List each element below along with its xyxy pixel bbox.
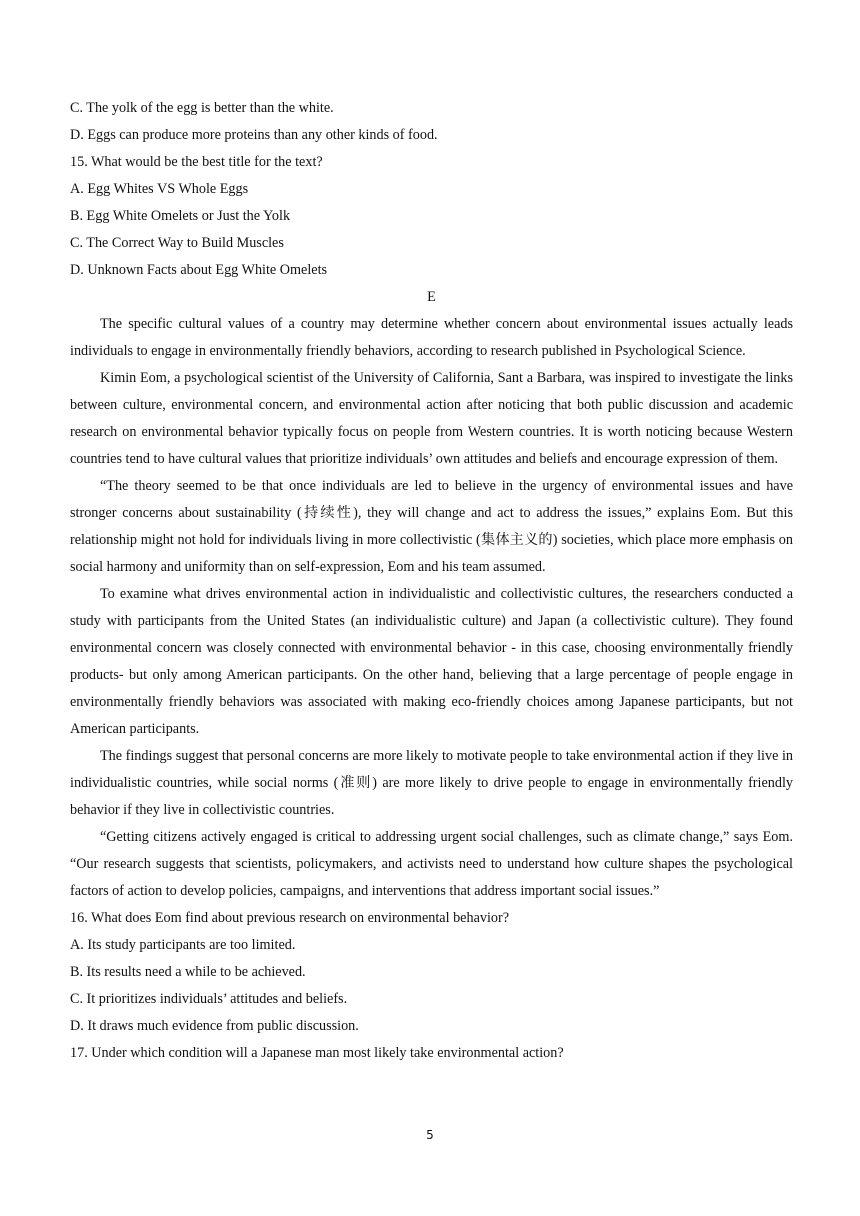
q15-option-b: B. Egg White Omelets or Just the Yolk (70, 208, 291, 224)
q16-option-a: A. Its study participants are too limited. (70, 937, 296, 953)
option-c-prev-question: C. The yolk of the egg is better than the white. (70, 100, 334, 116)
question-15: 15. What would be the best title for the text? (70, 154, 323, 170)
q15-option-a: A. Egg Whites VS Whole Eggs (70, 181, 249, 197)
q15-option-c: C. The Correct Way to Build Muscles (70, 235, 284, 251)
document-page (70, 95, 793, 1067)
passage-paragraph-6: “Getting citizens actively engaged is critical to addressing urgent social challenges, such as climate change,” says Eom. “Our research suggests that scientists, policymakers, and activists need to understand how culture shapes the psychological factors of action to develop policies, campaigns, and interventions that address important social issues.” (70, 829, 793, 899)
q15-option-d: D. Unknown Facts about Egg White Omelets (70, 262, 328, 278)
question-16: 16. What does Eom find about previous research on environmental behavior? (70, 910, 510, 926)
q16-option-d: D. It draws much evidence from public discussion. (70, 1018, 359, 1034)
passage-paragraph-1: The specific cultural values of a country may determine whether concern about environmental issues actually leads individuals to engage in environmentally friendly behaviors, according to research published in Psychological Science. (70, 316, 793, 359)
option-d-prev-question: D. Eggs can produce more proteins than any other kinds of food. (70, 127, 438, 143)
passage-paragraph-4: To examine what drives environmental action in individualistic and collectivistic cultures, the researchers conducted a study with participants from the United States (an individualistic culture) and Japan (a collectivistic culture). They found environmental concern was closely connected with environmental behavior - in this case, choosing environmentally friendly products- but only among American participants. On the other hand, believing that a large percentage of people engage in environmentally friendly behaviors was associated with making eco-friendly choices among Japanese participants, but not American participants. (70, 586, 793, 737)
passage-paragraph-5: The findings suggest that personal concerns are more likely to motivate people to take environmental action if they live in individualistic countries, while social norms (准则) are more likely to drive people to engage in environmentally friendly behavior if they live in collectivistic countries. (70, 748, 793, 818)
q16-option-c: C. It prioritizes individuals’ attitudes and beliefs. (70, 991, 348, 1007)
passage-paragraph-2: Kimin Eom, a psychological scientist of the University of California, Sant a Barbara, was inspired to investigate the links between culture, environmental concern, and environmental action after noticing that both public discussion and academic research on environmental behavior typically focus on people from Western countries. It is worth noticing because Western countries tend to have cultural values that prioritize individuals’ own attitudes and beliefs and encourage expression of them. (70, 370, 793, 467)
question-17: 17. Under which condition will a Japanese man most likely take environmental action? (70, 1045, 564, 1061)
passage-label: E (427, 289, 436, 305)
page-number: 5 (426, 1128, 434, 1142)
passage-paragraph-3: “The theory seemed to be that once individuals are led to believe in the urgency of environmental issues and have stronger concerns about sustainability (持续性), they will change and act to address the issues,” explains Eom. But this relationship might not hold for individuals living in more collectivistic (集体主义的) societies, which place more emphasis on social harmony and uniformity than on self-expression, Eom and his team assumed. (70, 478, 793, 575)
q16-option-b: B. Its results need a while to be achieved. (70, 964, 306, 980)
